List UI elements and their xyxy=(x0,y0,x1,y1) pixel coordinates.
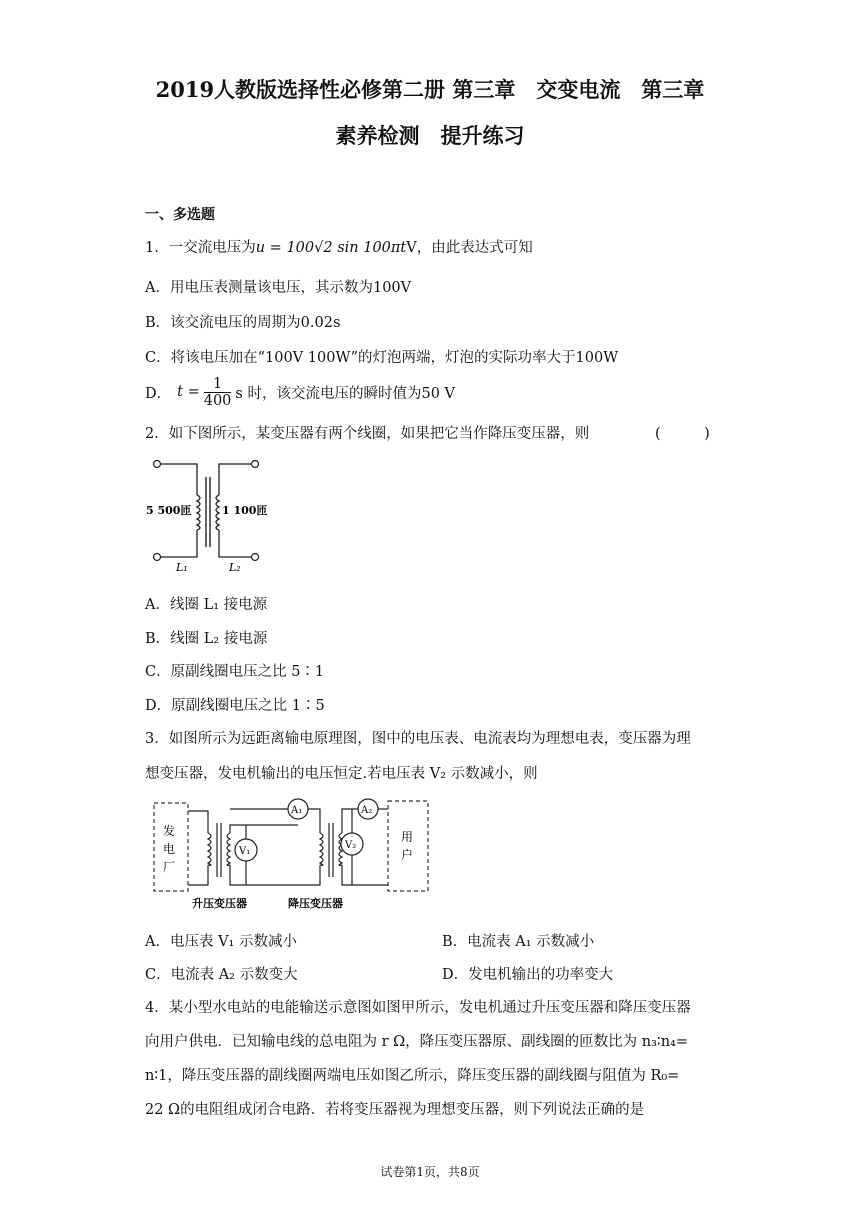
terminal-icon xyxy=(252,461,259,468)
step-up-caption: 升压变压器 xyxy=(192,897,247,910)
wire xyxy=(161,530,197,557)
fraction-numerator: 1 xyxy=(204,376,232,393)
transmission-line-top xyxy=(230,825,298,833)
question-1-option-a: A．用电压表测量该电压，其示数为100V xyxy=(145,280,412,296)
terminal-icon xyxy=(154,554,161,561)
question-2-option-b: B．线圈 L₂ 接电源 xyxy=(145,631,268,647)
fraction-denominator: 400 xyxy=(203,392,232,409)
question-1-option-d-t: t = xyxy=(177,384,200,400)
fraction xyxy=(204,376,232,409)
question-2-stem: 2．如下图所示，某变压器有两个线圈，如果把它当作降压变压器，则 xyxy=(145,426,590,442)
question-4-line3: n∶1，降压变压器的副线圈两端电压如图乙所示，降压变压器的副线圈与阻值为 R₀= xyxy=(145,1068,680,1084)
left-turns-label: 5 500匝 xyxy=(146,504,192,517)
ammeter-a2-label: A₂ xyxy=(361,805,373,816)
question-3-stem-line1: 3．如图所示为远距离输电原理图，图中的电压表、电流表均为理想电表，变压器为理 xyxy=(145,731,691,747)
question-4-line1: 4．某小型水电站的电能输送示意图如图甲所示，发电机通过升压变压器和降压变压器 xyxy=(145,1000,691,1016)
question-3-option-d: D．发电机输出的功率变大 xyxy=(442,967,614,983)
power-plant-label: 电 xyxy=(163,842,176,856)
wire xyxy=(219,530,251,557)
primary-coil-icon xyxy=(197,495,200,530)
terminal-icon xyxy=(252,554,259,561)
voltmeter-v1-label: V₁ xyxy=(239,846,251,857)
question-1-option-d-suffix: s 时，该交流电压的瞬时值为50 V xyxy=(235,385,456,402)
wire xyxy=(188,865,208,885)
power-transmission-figure xyxy=(148,795,438,915)
user-label: 用 xyxy=(401,830,414,844)
secondary-coil-icon xyxy=(216,495,219,530)
step-up-primary-coil-icon xyxy=(208,833,211,865)
question-1-option-d xyxy=(145,372,455,412)
question-1-option-d-prefix: D． xyxy=(145,385,172,402)
step-down-caption: 降压变压器 xyxy=(288,897,343,910)
question-3-option-b: B．电流表 A₁ 示数减小 xyxy=(442,934,595,950)
question-1-formula: u = 100√2 sin 100πt xyxy=(255,240,407,256)
step-down-primary-coil-icon xyxy=(320,833,323,865)
page-title-line1: 2019人教版选择性必修第二册 第三章 交变电流 第三章 xyxy=(155,77,705,102)
wire xyxy=(308,809,320,833)
right-turns-label: 1 100匝 xyxy=(222,504,268,517)
coil-label-l1: L₁ xyxy=(176,561,188,574)
page-footer: 试卷第1页，共8页 xyxy=(380,1165,480,1179)
wire xyxy=(161,464,197,495)
question-2-option-a: A．线圈 L₁ 接电源 xyxy=(145,597,268,613)
wire xyxy=(219,464,251,495)
terminal-icon xyxy=(154,461,161,468)
transmission-line-bottom xyxy=(230,865,318,885)
answer-parenthesis: ( ) xyxy=(655,426,710,442)
ammeter-a1-label: A₁ xyxy=(291,805,303,816)
transformer-figure xyxy=(143,455,273,575)
question-1-option-b: B．该交流电压的周期为0.02s xyxy=(145,315,341,331)
user-label: 户 xyxy=(401,848,414,862)
power-plant-label: 厂 xyxy=(163,860,176,874)
question-1-prefix: 1．一交流电压为 xyxy=(145,240,256,256)
question-4-line2: 向用户供电．已知输电线的总电阻为 r Ω，降压变压器原、副线圈的匝数比为 n₃∶n₄= xyxy=(145,1034,689,1050)
power-plant-label: 发 xyxy=(163,824,176,838)
step-up-secondary-coil-icon xyxy=(227,833,230,865)
voltmeter-v2-label: V₂ xyxy=(345,840,357,851)
wire xyxy=(342,865,388,885)
user-box xyxy=(388,801,428,891)
question-3-stem-line2: 想变压器，发电机输出的电压恒定.若电压表 V₂ 示数减小，则 xyxy=(145,766,538,782)
question-1-suffix: V，由此表达式可知 xyxy=(406,240,533,256)
step-down-secondary-coil-icon xyxy=(339,833,342,865)
question-2-option-d: D．原副线圈电压之比 1∶5 xyxy=(145,698,325,714)
question-1-option-c: C．将该电压加在“100V 100W”的灯泡两端，灯泡的实际功率大于100W xyxy=(145,350,619,366)
wire xyxy=(342,809,358,833)
question-4-line4: 22 Ω的电阻组成闭合电路．若将变压器视为理想变压器，则下列说法正确的是 xyxy=(145,1102,645,1118)
question-3-option-c: C．电流表 A₂ 示数变大 xyxy=(145,967,298,983)
wire xyxy=(188,811,208,833)
question-1-stem xyxy=(145,236,533,257)
page-title-line2: 素养检测 提升练习 xyxy=(335,123,525,148)
question-2-option-c: C．原副线圈电压之比 5∶1 xyxy=(145,664,325,680)
coil-label-l2: L₂ xyxy=(229,561,241,574)
question-3-option-a: A．电压表 V₁ 示数减小 xyxy=(145,934,297,950)
wire xyxy=(318,865,320,885)
section-heading: 一、多选题 xyxy=(145,207,215,223)
